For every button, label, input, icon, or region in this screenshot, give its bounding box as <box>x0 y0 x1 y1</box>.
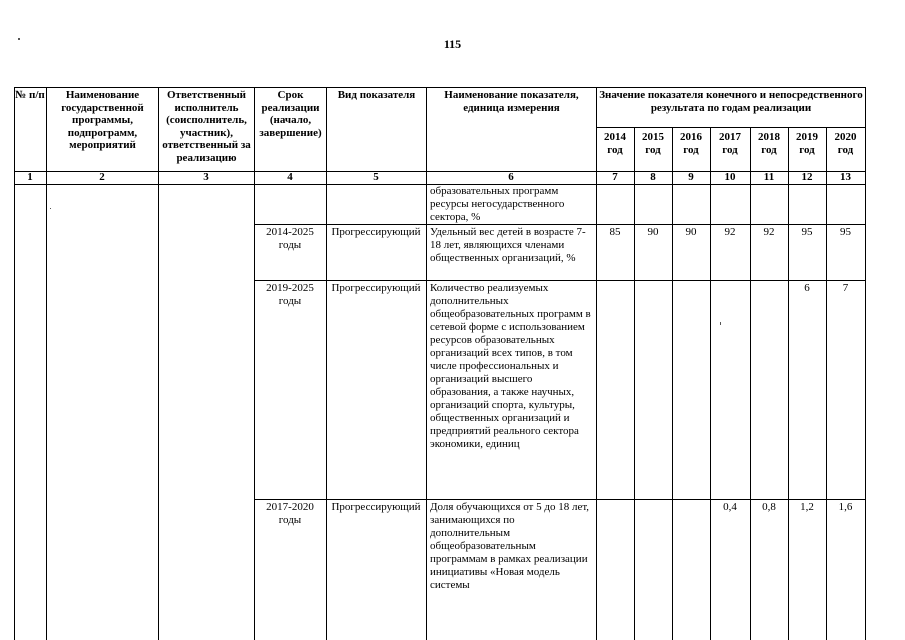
value-2020: 95 <box>840 226 851 238</box>
value-2019: 6 <box>804 282 810 294</box>
column-number: 5 <box>373 171 379 183</box>
header-year-2017: 2017 год <box>719 131 741 156</box>
implementation-period: 2019-2025 годы <box>266 282 314 307</box>
header-period: Срок реализации (начало, завершение) <box>259 89 322 139</box>
value-2018: 0,8 <box>762 501 776 513</box>
header-year-2020: 2020 год <box>834 131 857 156</box>
value-2020: 7 <box>842 282 849 294</box>
indicator-type: Прогрессирующий <box>331 282 421 294</box>
implementation-period: 2017-2020 годы <box>266 501 314 526</box>
column-number: 3 <box>203 171 209 183</box>
indicator-name: Удельный вес детей в возрасте 7-18 лет, являющихся членами общественных организаций, % <box>430 226 586 264</box>
indicators-table <box>14 87 866 640</box>
value-2020: 1,6 <box>838 501 853 513</box>
column-number: 4 <box>287 171 293 183</box>
value-2015: 90 <box>647 226 659 238</box>
page-number: 115 <box>443 37 462 51</box>
indicator-name: Доля обучающихся от 5 до 18 лет, занимающихся по дополнительным общеобразовательным программам в рамках реализации инициативы «Новая модель системы <box>430 501 590 591</box>
value-2017: 92 <box>724 226 736 238</box>
header-indicator-type: Вид показателя <box>337 89 416 101</box>
column-number: 9 <box>688 171 694 183</box>
indicator-type: Прогрессирующий <box>331 501 421 513</box>
column-number: 1 <box>27 171 33 183</box>
implementation-period: 2014-2025 годы <box>266 226 314 251</box>
scan-speck <box>720 322 721 325</box>
header-indicator-name: Наименование показателя, единица измерения <box>444 89 579 114</box>
header-year-2016: 2016 год <box>680 131 702 156</box>
indicator-name: Количество реализуемых дополнительных общеобразовательных программ в сетевой форме с использованием ресурсов образовательных организаций всех типов, в том числе профессиональных и организаций высшего образования, а также научных, организаций спорта, культуры, общественных организаций и предприятий реального сектора экономики, единиц <box>430 282 591 450</box>
column-number: 13 <box>840 171 851 183</box>
header-responsible: Ответственный исполнитель (соисполнитель, участник), ответственный за реализацию <box>162 89 251 164</box>
column-number: 6 <box>508 171 514 183</box>
indicator-type: Прогрессирующий <box>331 226 421 238</box>
value-2017: 0,4 <box>723 501 737 513</box>
header-program-name: Наименование государственной программы, подпрограмм, мероприятий <box>61 89 144 151</box>
value-2019: 1,2 <box>800 501 814 513</box>
column-number: 2 <box>99 171 105 183</box>
scan-speck <box>50 208 51 209</box>
column-number: 7 <box>612 171 618 183</box>
header-year-2019: 2019 год <box>796 131 818 156</box>
value-2014: 85 <box>609 226 621 238</box>
header-year-2014: 2014 год <box>604 131 626 156</box>
header-values-group: Значение показателя конечного и непосредственного результата по годам реализации <box>599 89 863 114</box>
header-year-2018: 2018 год <box>758 131 780 156</box>
column-number: 8 <box>650 171 656 183</box>
value-2019: 95 <box>801 226 813 238</box>
scan-speck <box>18 38 20 40</box>
column-number: 12 <box>801 171 813 183</box>
value-2016: 90 <box>685 226 697 238</box>
header-year-2015: 2015 год <box>642 131 664 156</box>
value-2018: 92 <box>763 226 775 238</box>
column-number: 10 <box>724 171 736 183</box>
indicator-name: образовательных программ ресурсы негосударственного сектора, % <box>430 185 565 223</box>
column-number: 11 <box>763 171 775 183</box>
header-number: № п/п <box>15 89 45 101</box>
